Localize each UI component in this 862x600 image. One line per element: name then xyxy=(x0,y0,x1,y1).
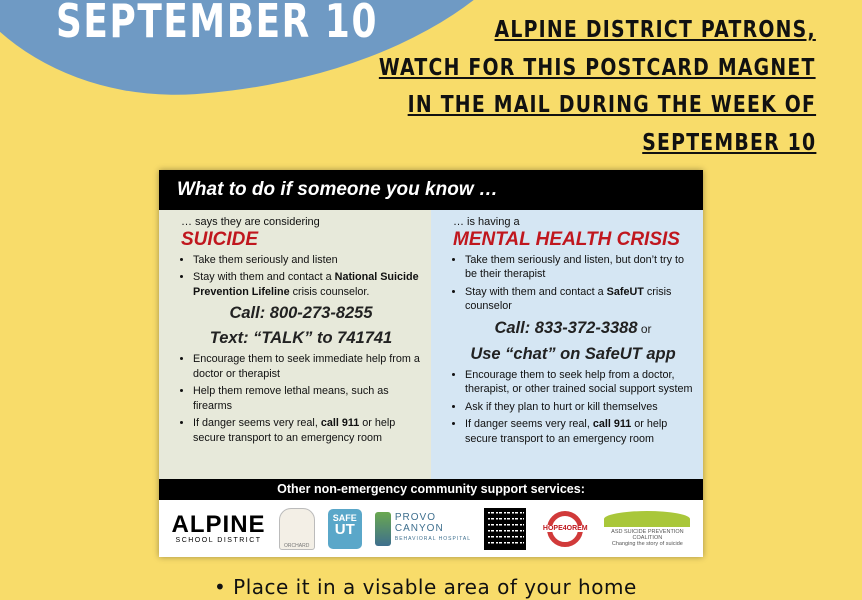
notice-text xyxy=(283,12,816,162)
list-item: • If danger seems very real, call 911 or help secure transport to an emergency room xyxy=(465,417,693,446)
placement-instruction: • Place it in a visable area of your home xyxy=(214,575,637,599)
provo-canyon-logo: PROVO CANYON BEHAVIORAL HOSPITAL xyxy=(375,512,471,546)
qr-code-icon xyxy=(484,508,526,550)
postcard-title: What to do if someone you know … xyxy=(159,170,703,210)
support-services-heading: Other non-emergency community support services: xyxy=(159,479,703,500)
notice-line-1: ALPINE DISTRICT PATRONS, xyxy=(494,17,816,43)
list-item: • Stay with them and contact a National Suicide Prevention Lifeline crisis counselor. xyxy=(193,270,421,299)
postcard-magnet-image xyxy=(159,170,703,557)
list-item: • Help them remove lethal means, such as firearms xyxy=(193,384,421,413)
lifeline-call-number: Call: 800-273-8255 xyxy=(229,304,373,322)
suicide-intro: … says they are considering xyxy=(181,216,320,228)
list-item: • If danger seems very real, call 911 or help secure transport to an emergency room xyxy=(193,416,421,445)
suicide-column xyxy=(159,210,431,479)
date-heading: SEPTEMBER 10 xyxy=(56,0,378,48)
alpine-school-district-logo: ALPINE SCHOOL DISTRICT xyxy=(171,511,266,544)
mental-health-column xyxy=(431,210,703,479)
notice-line-2: WATCH FOR THIS POSTCARD MAGNET xyxy=(379,54,816,81)
lifeline-text-number: Text: “TALK” to 741741 xyxy=(209,329,393,347)
asd-coalition-logo: ASD SUICIDE PREVENTION COALITION Changing the story of suicide xyxy=(604,511,690,547)
notice-line-3: IN THE MAIL DURING THE WEEK OF xyxy=(407,92,816,118)
safeut-logo: SAFE UT xyxy=(328,509,362,549)
list-item: • Stay with them and contact a SafeUT crisis counselor xyxy=(465,285,693,314)
suicide-heading: SUICIDE xyxy=(181,228,259,250)
list-item: • Encourage them to seek help from a doctor, therapist, or other trained social support system xyxy=(465,368,693,397)
list-item: • Encourage them to seek immediate help from a doctor or therapist xyxy=(193,352,421,381)
crisis-heading: MENTAL HEALTH CRISIS xyxy=(453,228,680,250)
logo-row xyxy=(159,500,703,557)
crisis-intro: … is having a xyxy=(453,216,520,228)
hope4orem-logo: HOPE4OREM xyxy=(539,509,591,549)
orchard-logo: ORCHARD xyxy=(279,508,315,550)
safeut-call-number: Call: 833-372-3388 or xyxy=(494,318,652,337)
list-item: • Ask if they plan to hurt or kill themselves xyxy=(465,400,693,415)
safeut-chat-line: Use “chat” on SafeUT app xyxy=(470,344,676,363)
notice-line-4: SEPTEMBER 10 xyxy=(641,129,816,156)
list-item: • Take them seriously and listen xyxy=(193,253,421,268)
list-item: • Take them seriously and listen, but don’t try to be their therapist xyxy=(465,253,693,282)
